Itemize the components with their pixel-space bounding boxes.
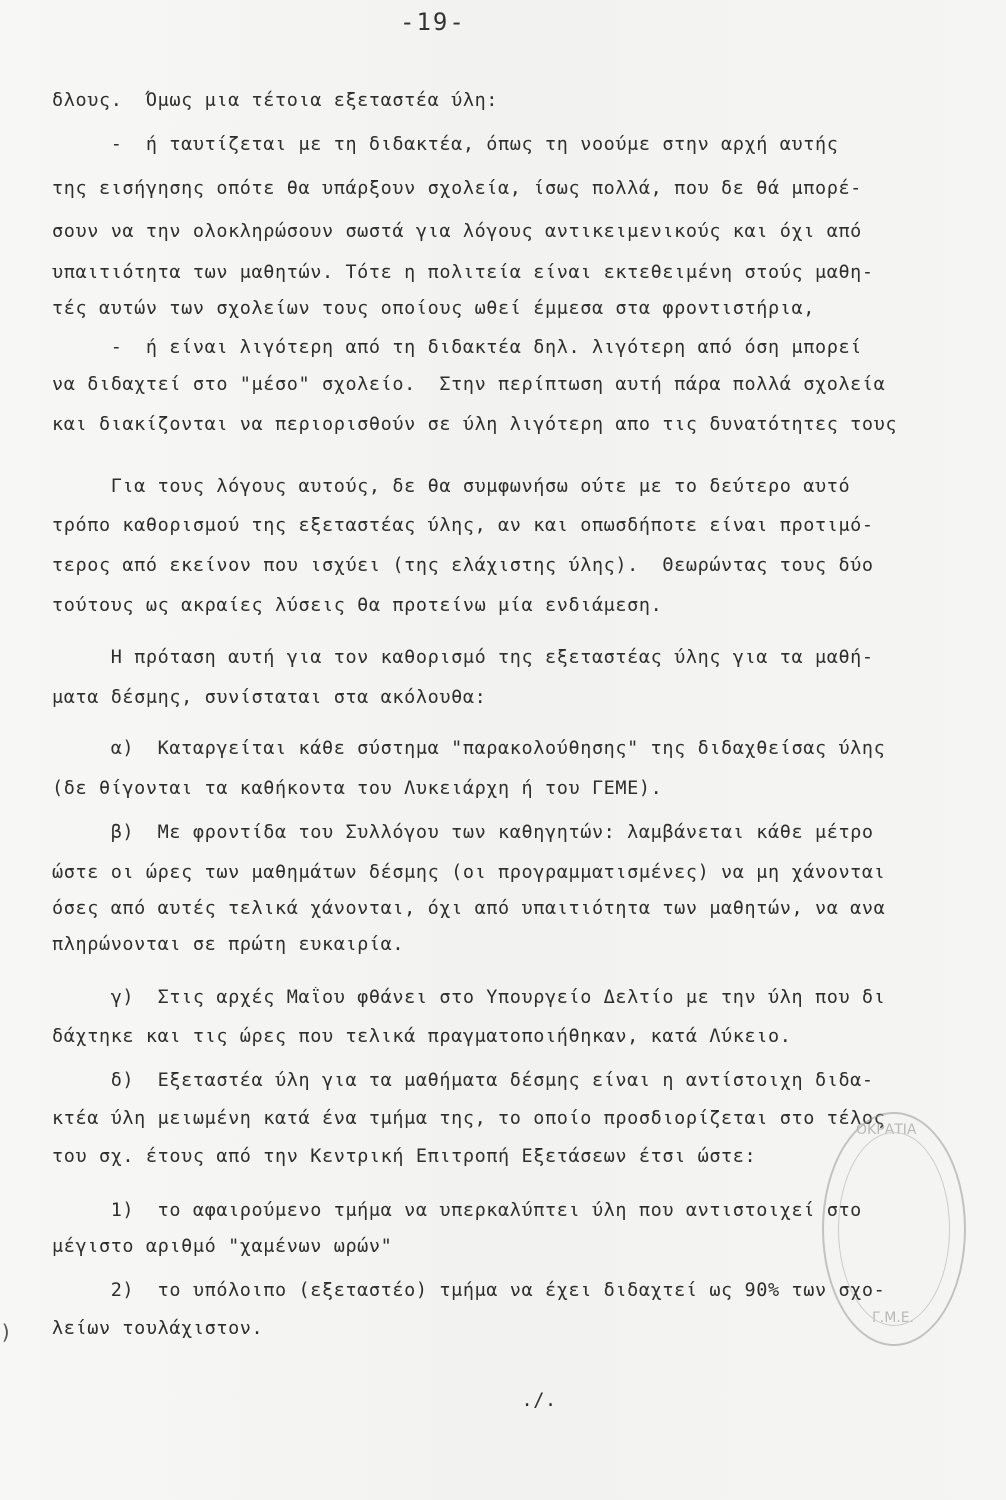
text-line: και διακίζονται να περιορισθούν σε ύλη λιγότερη απο τις δυνατότητες τους [52,414,898,435]
official-stamp [822,1112,966,1346]
text-line: μέγιστο αριθμό "χαμένων ωρών" [52,1236,393,1257]
text-line: τερος από εκείνον που ισχύει (της ελάχιστης ύλης). Θεωρώντας τους δύο [52,555,874,576]
text-line: τές αυτών των σχολείων τους οποίους ωθεί έμμεσα στα φροντιστήρια, [52,298,815,319]
continuation-mark: ./. [52,1390,557,1411]
text-line: 2) το υπόλοιπο (εξεταστέο) τμήμα να έχει διδαχτεί ως 90% των σχο- [52,1280,886,1301]
text-line: του σχ. έτους από την Κεντρική Επιτροπή Εξετάσεων έτσι ώστε: [52,1146,757,1167]
text-line: ματα δέσμης, συνίσταται στα ακόλουθα: [52,687,487,708]
text-line: γ) Στις αρχές Μαΐου φθάνει στο Υπουργείο Δελτίο με την ύλη που δι [52,987,886,1008]
text-line: - ή ταυτίζεται με τη διδακτέα, όπως τη νοούμε στην αρχή αυτής [52,134,839,155]
text-line: δλους. Όμως μια τέτοια εξεταστέα ύλη: [52,90,499,111]
text-line: να διδαχτεί στο "μέσο" σχολείο. Στην περίπτωση αυτή πάρα πολλά σχολεία [52,374,886,395]
text-line: τρόπο καθορισμού της εξεταστέας ύλης, αν και οπωσδήποτε είναι προτιμό- [52,515,874,536]
text-line: (δε θίγονται τα καθήκοντα του Λυκειάρχη ή του ΓΕΜΕ). [52,778,663,799]
text-line: ώστε οι ώρες των μαθημάτων δέσμης (οι προγραμματισμένες) να μη χάνονται [52,862,886,883]
text-line: υπαιτιότητα των μαθητών. Τότε η πολιτεία είναι εκτεθειμένη στούς μαθη- [52,262,874,283]
text-line: Η πρόταση αυτή για τον καθορισμό της εξεταστέας ύλης για τα μαθή- [52,647,874,668]
text-line: Για τους λόγους αυτούς, δε θα συμφωνήσω ούτε με το δεύτερο αυτό [52,476,851,497]
text-line: κτέα ύλη μειωμένη κατά ένα τμήμα της, το οποίο προσδιορίζεται στο τέλος [52,1108,886,1129]
text-line: της εισήγησης οπότε θα υπάρξουν σχολεία, ίσως πολλά, που δε θά μπορέ- [52,178,862,199]
text-line: - ή είναι λιγότερη από τη διδακτέα δηλ. λιγότερη από όση μπορεί [52,337,862,358]
text-line: δάχτηκε και τις ώρες που τελικά πραγματοποιήθηκαν, κατά Λύκειο. [52,1026,792,1047]
text-line: λείων τουλάχιστον. [52,1318,264,1339]
stamp-text-bottom: Γ.Μ.Ε. [872,1310,915,1326]
stamp-text-top: ΟΚΡΑΤΙΑ [856,1122,917,1138]
text-line: πληρώνονται σε πρώτη ευκαιρία. [52,934,405,955]
text-line: 1) το αφαιρούμενο τμήμα να υπερκαλύπτει ύλη που αντιστοιχεί στο [52,1200,862,1221]
text-line: τούτους ως ακραίες λύσεις θα προτείνω μία ενδιάμεση. [52,595,663,616]
text-line: όσες από αυτές τελικά χάνονται, όχι από υπαιτιότητα των μαθητών, να ανα [52,898,886,919]
text-line: β) Με φροντίδα του Συλλόγου των καθηγητών: λαμβάνεται κάθε μέτρο [52,822,874,843]
page-number: -19- [400,8,466,36]
text-line: σουν να την ολοκληρώσουν σωστά για λόγους αντικειμενικούς και όχι από [52,221,862,242]
text-line: α) Καταργείται κάθε σύστημα "παρακολούθησης" της διδαχθείσας ύλης [52,738,886,759]
text-line: δ) Εξεταστέα ύλη για τα μαθήματα δέσμης είναι η αντίστοιχη διδα- [52,1070,874,1091]
margin-mark: ) [0,1320,13,1344]
